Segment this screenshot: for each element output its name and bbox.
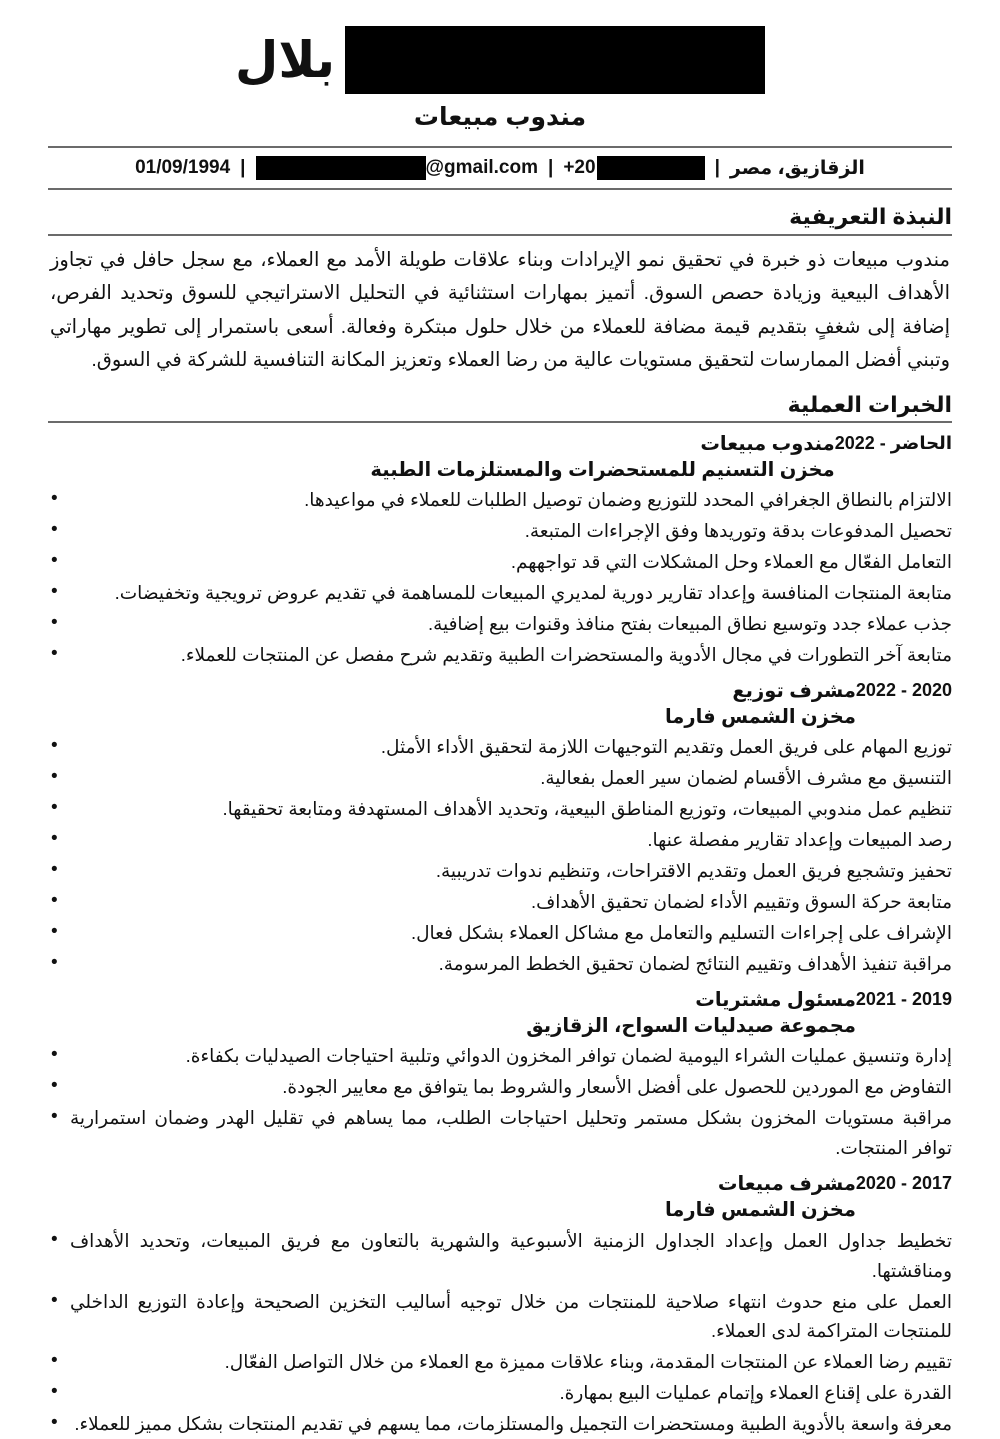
contact-phone (563, 156, 704, 180)
experience-entry (48, 1171, 952, 1439)
candidate-name-line (48, 22, 952, 98)
experience-bullet-list (48, 732, 952, 979)
experience-bullet: • متابعة آخر التطورات في مجال الأدوية والمستحضرات الطبية وتقديم شرح مفصل عن المنتجات للعملاء. (48, 640, 952, 670)
experience-entry-header (48, 678, 952, 730)
experience-bullet: • تحفيز وتشجيع فريق العمل وتقديم الاقتراحات، وتنظيم ندوات تدريبية. (48, 856, 952, 886)
experience-bullet: • تنظيم عمل مندوبي المبيعات، وتوزيع المناطق البيعية، وتحديد الأهداف المستهدفة ومتابعة تحقيقها. (48, 794, 952, 824)
experience-dates: 2022 - الحاضر (834, 433, 952, 454)
experience-heading-rule (48, 421, 952, 423)
experience-bullet: • توزيع المهام على فريق العمل وتقديم التوجيهات اللازمة لتحقيق الأداء الأمثل. (48, 732, 952, 762)
experience-company: مخزن التسنيم للمستحضرات والمستلزمات الطبية (370, 459, 835, 482)
experience-dates: 2020 - 2017 (855, 1173, 952, 1194)
experience-bullet: • التنسيق مع مشرف الأقسام لضمان سير العمل بفعالية. (48, 763, 952, 793)
experience-role: مندوب مبيعات (700, 433, 835, 456)
redacted-surname-block (345, 26, 765, 94)
experience-bullet: • التعامل الفعّال مع العملاء وحل المشكلات التي قد تواجههم. (48, 547, 952, 577)
experience-entry-header (48, 431, 952, 483)
contact-phone-prefix: +20 (563, 157, 596, 178)
experience-entry-titles (48, 1171, 856, 1223)
candidate-first-name: بلال (234, 32, 336, 88)
experience-jobs-list (48, 431, 952, 1439)
experience-bullet: • معرفة واسعة بالأدوية الطبية ومستحضرات التجميل والمستلزمات، مما يسهم في تقديم المنتجات بشكل مميز للعملاء. (48, 1409, 952, 1439)
experience-company: مخزن الشمس فارما (664, 706, 856, 729)
experience-section (48, 391, 952, 1439)
experience-bullet: • العمل على منع حدوث انتهاء صلاحية للمنتجات من خلال توجيه أساليب التخزين الصحيحة وإعادة التوزيع الداخلي للمنتجات المتراكمة لدى العملاء. (48, 1287, 952, 1347)
experience-bullet: • الالتزام بالنطاق الجغرافي المحدد للتوزيع وضمان توصيل الطلبات للعملاء في مواعيدها. (48, 485, 952, 515)
experience-bullet: • تقييم رضا العملاء عن المنتجات المقدمة، وبناء علاقات مميزة مع العملاء من خلال التواصل الفعّال. (48, 1347, 952, 1377)
experience-bullet: • إدارة وتنسيق عمليات الشراء اليومية لضمان توافر المخزون الدوائي وتلبية احتياجات الصيدليات بكفاءة. (48, 1041, 952, 1071)
experience-dates: 2022 - 2020 (855, 680, 952, 701)
experience-bullet: • متابعة المنتجات المنافسة وإعداد تقارير دورية لمديري المبيعات للمساهمة في تقديم عروض ترويجية وتخفيضات. (48, 578, 952, 608)
contact-separator-2: | (548, 157, 554, 178)
experience-bullet: • تحصيل المدفوعات بدقة وتوريدها وفق الإجراءات المتبعة. (48, 516, 952, 546)
experience-bullet: • متابعة حركة السوق وتقييم الأداء لضمان تحقيق الأهداف. (48, 887, 952, 917)
experience-entry-header (48, 987, 952, 1039)
summary-heading-rule (48, 234, 952, 236)
summary-text: مندوب مبيعات ذو خبرة في تحقيق نمو الإيرادات وبناء علاقات طويلة الأمد مع العملاء، مع سجل حافل في تجاوز الأهداف البيعية وزيادة حصص السوق. أتميز بمهارات استثنائية في التحليل الاستراتيجي للسوق وتحديد الفرص، إضافة إلى شغفٍ بتقديم قيمة مضافة للعملاء من خلال حلول مبتكرة وفعالة. أسعى باستمرار إلى تطوير مهاراتي وتبني أفضل الممارسات لتحقيق مستويات عالية من رضا العملاء وتعزيز المكانة التنافسية للشركة في السوق. (50, 248, 950, 372)
header-divider-bottom (48, 188, 952, 190)
summary-heading: النبذة التعريفية (789, 204, 952, 229)
experience-company: مخزن الشمس فارما (664, 1199, 856, 1222)
experience-role: مشرف توزيع (732, 680, 856, 703)
contact-separator-3: | (240, 157, 246, 178)
experience-bullet-list (48, 1226, 952, 1439)
experience-entry (48, 431, 952, 670)
experience-bullet-list (48, 485, 952, 670)
contact-email-domain: @gmail.com (425, 157, 538, 178)
experience-company: مجموعة صيدليات السواح، الزقازيق (526, 1015, 856, 1038)
experience-bullet-list (48, 1041, 952, 1163)
resume-header (48, 22, 952, 132)
experience-bullet: • مراقبة مستويات المخزون بشكل مستمر وتحليل احتياجات الطلب، مما يساهم في تقليل الهدر وضمان استمرارية توافر المنتجات. (48, 1103, 952, 1163)
redacted-email-user-block (256, 156, 426, 180)
contact-email (256, 156, 539, 180)
experience-bullet: • التفاوض مع الموردين للحصول على أفضل الأسعار والشروط بما يتوافق مع معايير الجودة. (48, 1072, 952, 1102)
experience-dates: 2021 - 2019 (855, 989, 952, 1010)
experience-entry (48, 987, 952, 1163)
experience-role: مشرف مبيعات (717, 1173, 856, 1196)
experience-entry-header (48, 1171, 952, 1223)
experience-bullet: • مراقبة تنفيذ الأهداف وتقييم النتائج لضمان تحقيق الخطط المرسومة. (48, 949, 952, 979)
experience-entry-titles (48, 678, 856, 730)
experience-entry-titles (48, 431, 835, 483)
experience-bullet: • تخطيط جداول العمل وإعداد الجداول الزمنية الأسبوعية والشهرية بالتعاون مع فريق المبيعات، وتحديد الأهداف ومناقشتها. (48, 1226, 952, 1286)
experience-entry-titles (48, 987, 856, 1039)
experience-entry (48, 678, 952, 979)
experience-bullet: • رصد المبيعات وإعداد تقارير مفصلة عنها. (48, 825, 952, 855)
experience-role: مسئول مشتريات (695, 989, 856, 1012)
contact-location: الزقازيق، مصر (729, 157, 865, 179)
summary-section (48, 203, 952, 378)
contact-separator-1: | (714, 157, 720, 178)
experience-bullet: • القدرة على إقناع العملاء وإتمام عمليات البيع بمهارة. (48, 1378, 952, 1408)
candidate-job-title: مندوب مبيعات (413, 103, 587, 131)
experience-bullet: • جذب عملاء جدد وتوسيع نطاق المبيعات بفتح منافذ وقنوات بيع إضافية. (48, 609, 952, 639)
redacted-phone-block (597, 156, 705, 180)
experience-heading: الخبرات العملية (787, 391, 952, 417)
experience-bullet: • الإشراف على إجراءات التسليم والتعامل مع مشاكل العملاء بشكل فعال. (48, 918, 952, 948)
contact-birthdate: 01/09/1994 (135, 157, 231, 178)
contact-line (48, 148, 952, 188)
